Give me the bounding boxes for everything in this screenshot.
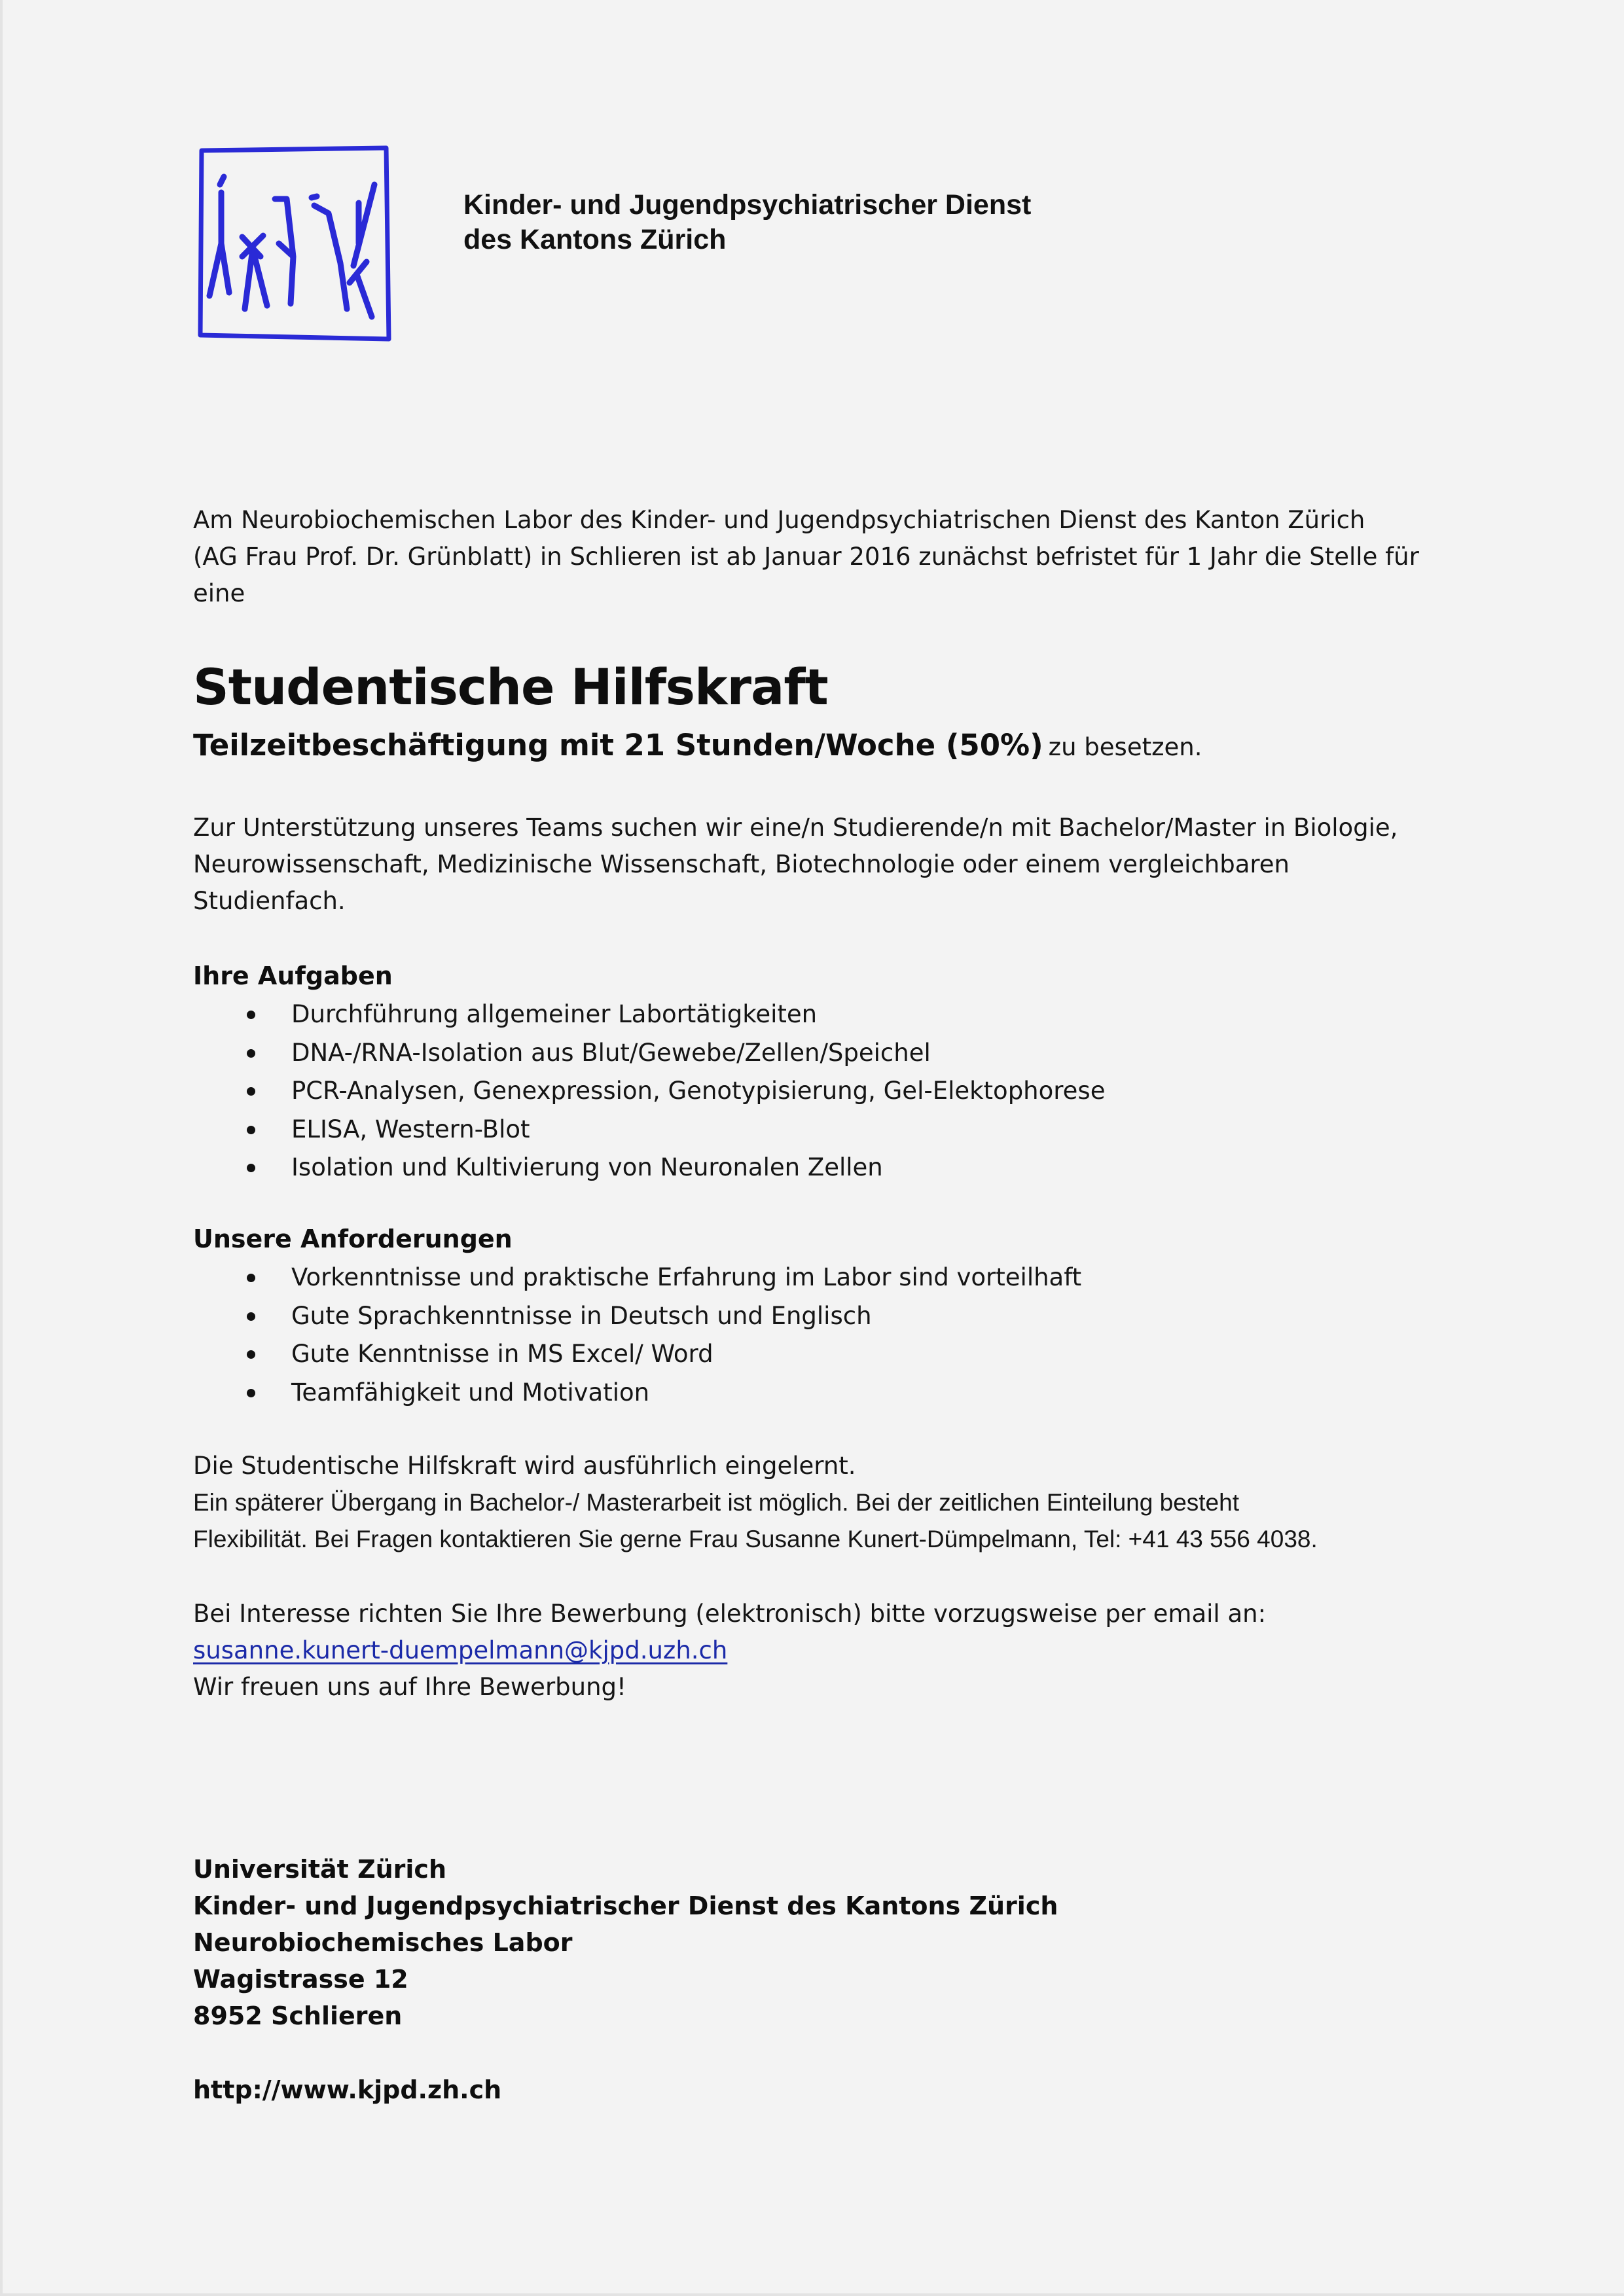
tasks-list <box>244 996 1105 1187</box>
job-title: Studentische Hilfskraft <box>193 658 828 716</box>
intro-line: eine <box>193 579 245 607</box>
closing-line: Ein späterer Übergang in Bachelor-/ Masterarbeit ist möglich. Bei der zeitlichen Einteilung besteht <box>193 1489 1239 1516</box>
address-block <box>193 1851 1058 2034</box>
job-subtitle-bold: Teilzeitbeschäftigung mit 21 Stunden/Woche (50%) <box>193 728 1043 762</box>
bullet-icon <box>247 1312 255 1321</box>
application-line: Bei Interesse richten Sie Ihre Bewerbung (elektronisch) bitte vorzugsweise per email an: <box>193 1600 1267 1628</box>
closing-line: Die Studentische Hilfskraft wird ausführlich eingelernt. <box>193 1452 856 1480</box>
list-item <box>244 1111 1105 1149</box>
contact-email-link[interactable]: susanne.kunert-duempelmann@kjpd.uzh.ch <box>193 1636 728 1664</box>
bullet-icon <box>247 1164 255 1172</box>
list-item-text: Isolation und Kultivierung von Neuronalen Zellen <box>291 1153 883 1181</box>
list-item <box>244 1259 1081 1297</box>
intro-line: (AG Frau Prof. Dr. Grünblatt) in Schlieren ist ab Januar 2016 zunächst befristet für 1 Jahr die Stelle für <box>193 543 1419 571</box>
bullet-icon <box>247 1350 255 1359</box>
requirements-list <box>244 1259 1081 1412</box>
closing-paragraph <box>193 1448 1476 1558</box>
list-item-text: Teamfähigkeit und Motivation <box>291 1378 650 1407</box>
profile-line: Zur Unterstützung unseres Teams suchen wir eine/n Studierende/n mit Bachelor/Master in Biologie, <box>193 814 1398 842</box>
job-subtitle <box>193 728 1202 762</box>
bullet-icon <box>247 1274 255 1282</box>
list-item-text: DNA-/RNA-Isolation aus Blut/Gewebe/Zellen/Speichel <box>291 1038 931 1067</box>
list-item-text: Gute Kenntnisse in MS Excel/ Word <box>291 1340 713 1368</box>
bullet-icon <box>247 1087 255 1096</box>
kjpd-logo-icon <box>195 145 391 342</box>
list-item <box>244 1297 1081 1336</box>
organization-header <box>463 188 1031 257</box>
list-item <box>244 1335 1081 1374</box>
bullet-icon <box>247 1389 255 1397</box>
organization-name-line1: Kinder- und Jugendpsychiatrischer Dienst <box>463 189 1032 221</box>
list-item <box>244 996 1105 1034</box>
profile-line: Studienfach. <box>193 887 346 915</box>
list-item-text: ELISA, Western-Blot <box>291 1115 530 1143</box>
bullet-icon <box>247 1049 255 1058</box>
list-item <box>244 1072 1105 1111</box>
bullet-icon <box>247 1126 255 1134</box>
requirements-heading: Unsere Anforderungen <box>193 1225 513 1253</box>
list-item-text: Gute Sprachkenntnisse in Deutsch und Englisch <box>291 1301 872 1330</box>
closing-line: Flexibilität. Bei Fragen kontaktieren Sie gerne Frau Susanne Kunert-Dümpelmann, Tel: +41 43 556 4038. <box>193 1526 1318 1552</box>
list-item <box>244 1034 1105 1073</box>
address-line: Universität Zürich <box>193 1855 447 1884</box>
organization-name-line2: des Kantons Zürich <box>463 224 727 255</box>
address-line: Neurobiochemisches Labor <box>193 1928 573 1957</box>
website-url: http://www.kjpd.zh.ch <box>193 2075 502 2104</box>
list-item-text: Vorkenntnisse und praktische Erfahrung im Labor sind vorteilhaft <box>291 1263 1082 1291</box>
list-item <box>244 1374 1081 1412</box>
address-line: Wagistrasse 12 <box>193 1965 408 1994</box>
application-paragraph <box>193 1596 1476 1706</box>
profile-paragraph <box>193 810 1476 920</box>
job-subtitle-tail: zu besetzen. <box>1048 733 1202 761</box>
profile-line: Neurowissenschaft, Medizinische Wissenschaft, Biotechnologie oder einem vergleichbaren <box>193 850 1290 878</box>
application-line: Wir freuen uns auf Ihre Bewerbung! <box>193 1673 626 1701</box>
address-line: Kinder- und Jugendpsychiatrischer Dienst des Kantons Zürich <box>193 1892 1058 1920</box>
list-item-text: Durchführung allgemeiner Labortätigkeiten <box>291 1000 818 1028</box>
tasks-heading: Ihre Aufgaben <box>193 961 393 990</box>
bullet-icon <box>247 1011 255 1019</box>
list-item-text: PCR-Analysen, Genexpression, Genotypisierung, Gel-Elektophorese <box>291 1077 1106 1105</box>
address-line: 8952 Schlieren <box>193 2001 403 2030</box>
list-item <box>244 1149 1105 1187</box>
intro-line: Am Neurobiochemischen Labor des Kinder- und Jugendpsychiatrischen Dienst des Kanton Zürich <box>193 506 1365 534</box>
intro-paragraph <box>193 502 1476 612</box>
